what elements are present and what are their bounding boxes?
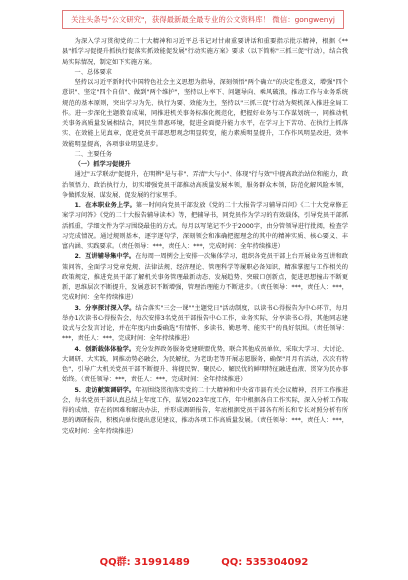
task-item-5-body: 年初围绕贯彻落实党的二十大精神和中央省市县有关会议精神，召开工作推进会，每名党员干部认真总结上年度工作，谋划2023年度工作，年中根据各自工作实际，深入分析工作取得的成绩、存在的困难和解决办法，并形成调研报告，年底根据党员干部各有所长和专长对照分析有所思的调研报告，积极向单位提出意见建议，推动各项工作高质量发展。（责任领导：***，责任人：***，完成时间：全年持续推进） xyxy=(62,386,348,435)
section-heading-1: 一、总体要求 xyxy=(74,68,112,76)
subheading-1: （一）抓学习促提升 xyxy=(74,161,131,168)
task-item-5-title: 5．走访献策调研学。 xyxy=(74,386,136,394)
footer-contact xyxy=(0,553,408,568)
intro-paragraph: 为深入学习贯彻党的二十大精神和习近平总书记对甘肃重要讲话和重要指示批示精神，根据《**县"抓学习促提升抓执行促落实抓效能促发展"行动实施方案》要求（以下简称"三抓三促"行动），结合我局实际情况，制定如下实施方案。 xyxy=(62,38,348,66)
subsection-1-body: 通过"五学联动"促提升，在明辨"是与非"、弄清"大与小"、体现"行与效"中提高政治站位和能力，政治领悟力、政治执行力，切实增强党员干部推动高质量发展本领，服务群众本领，防范化解风险本领，争做抓发展、谋发展、促发展的行家里手。 xyxy=(62,171,348,199)
section-1-body: 坚持以习近平新时代中国特色社会主义思想为指导，深刻领悟"两个确立"的决定性意义，增强"四个意识"、坚定"四个自信"、做到"两个维护"，坚持以上率下、问题导向、乘风破浪，推动工作与业务系统规范的基本原则，突出学习为先、执行为要、效能为主，坚持以"三抓三促"行动为契机深入推进全局工作。进一步深化主题教育成果，同推进机关事务标准化规范化，把握好业务与工作谋划统一，同推动机关事务高质量发展相结合，同民生普惠环境，促进全面提升能力水平，在学习上下苦功、在执行上抓落实、在效能上见真章，促进党员干部思想观念明显转变，能力素质明显提升，工作作风明显改进，效率效能明显提高，各项事业明显进步。 xyxy=(62,79,348,148)
task-item-1-body: 第一时间向党员干部发放《党的二十大报告学习辅导百问》《二十大党章修正案学习问答》《党的二十大报告辅导读本》等，把辅导书，同党员作为学习的有效载体，引导党员干部抓活抓重，学细文件为学习围绕最佳的方式。每月以写笔记不少于2000字，由分管领导进行批阅，检查学习完成情况。通过规则基本，逐字逐句学，深刻领会和准确把握理念的其中的精神实质、核心要义、丰富内涵、实践要求。（责任领导：***，责任人：***，完成时间：全年持续推进） xyxy=(62,202,348,250)
task-item-3-title: 3．分享探讨深入学。 xyxy=(74,304,136,312)
section-heading-2: 二、主要任务 xyxy=(74,150,112,158)
footer-qq: QQ: 535304092 xyxy=(221,557,309,568)
task-item-3-body: 结合落实"三会一课""主题党日"活动制度，以读书心得报告为中心环节，每月举办1次读书心得报告会，每次安排3名党员干部报告中心工作，业务实际，分享读书心得，其他同志建设式与会发言讨论，并在年度内由委确选"有情怀、多读书、勤思考、能实干"的良好氛围。（责任领导：***，责任人：***，完成时间：全年持续推进） xyxy=(62,304,348,343)
footer-qq-group: QQ群: 31991489 xyxy=(99,557,190,568)
task-item-2 xyxy=(62,252,348,303)
task-item-1-title: 1．在本职业务上学。 xyxy=(74,202,136,209)
task-item-5 xyxy=(62,386,348,437)
task-item-4-title: 4．创新载体体验学。 xyxy=(74,345,136,353)
task-item-3 xyxy=(62,304,348,345)
document-body xyxy=(62,37,348,437)
task-item-4 xyxy=(62,345,348,386)
task-item-2-body: 在每周一周例会上安排一次集体学习，组织各党员干部上台开展业务互讲和政策问答，全面学习党章党规、法律法规、经济理论、管理科学等履职必备知识，精准掌握与工作相关的政策规定，推进党员干部了解机关事务管理最新动态、发展趋势、突破口创新点，促进思想撞击不断更新，思维层次不断提升，发展意识不断增强，管理治理能力不断进步。（责任领导：***，责任人：***，完成时间：全年持续推进） xyxy=(62,253,348,302)
task-item-4-body: 充分发挥政务服务党建联盟优势，联合其他成员单位，采取大学习、大讨论、大调研、大实践，同推动势必融会，为民解忧，为老助老等开展志愿服务，确保"月月有活动，次次有特色"，引导广大机关党员干部不断提升、将提民智、聚民心、解民忧的鲜明特征融进血液、贯穿为民办事始终。（责任领导：***，责任人：***，完成时间：全年持续推进） xyxy=(62,345,348,384)
header-banner: 关注头条号"公文研究"，获得最新最全最专业的公文资料库！ 微信：gongwenyj xyxy=(62,10,344,29)
task-item-1 xyxy=(62,201,348,252)
task-item-2-title: 2．互讲辅导集中学。 xyxy=(74,253,136,261)
